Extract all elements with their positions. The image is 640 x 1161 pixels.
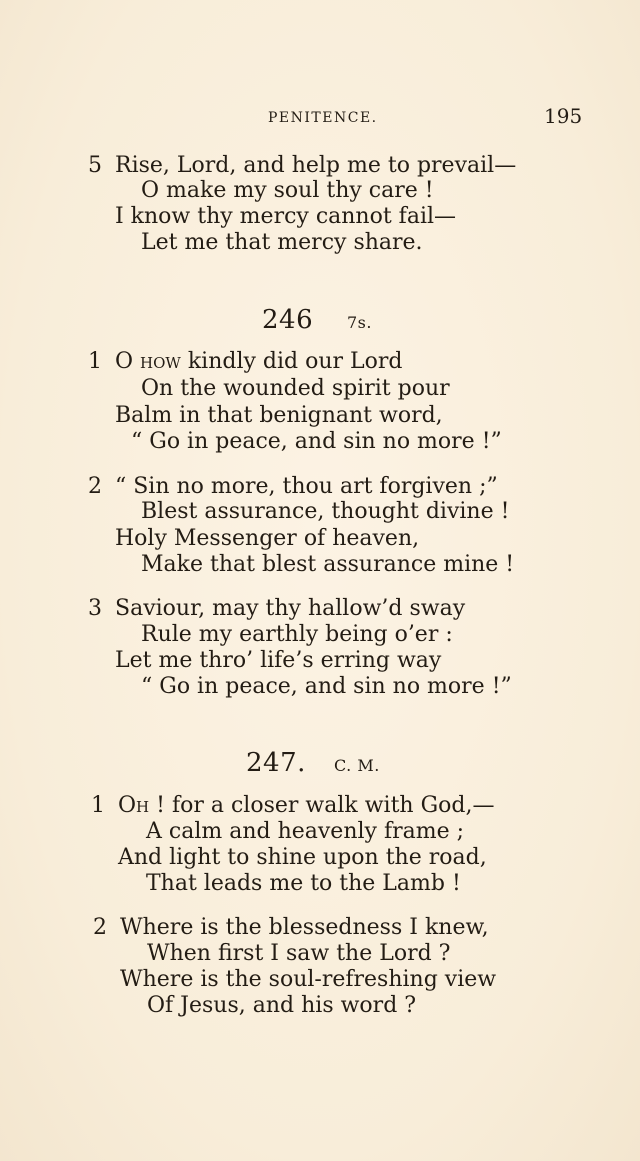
- hymn-line: When first I saw the Lord ?: [147, 941, 451, 966]
- hymn-line: Rule my earthly being o’er :: [141, 622, 453, 647]
- hymn-line: On the wounded spirit pour: [141, 376, 450, 401]
- hymn-line: Let me that mercy share.: [141, 230, 423, 255]
- hymn-line: I know thy mercy cannot fail—: [115, 204, 457, 229]
- hymn-line: Rise, Lord, and help me to prevail—: [115, 153, 517, 178]
- verse-number: 1: [91, 793, 105, 818]
- hymn-line-smallcaps: Oh: [118, 793, 150, 818]
- hymn-line-smallcaps: how: [140, 349, 181, 374]
- hymn-line: Holy Messenger of heaven,: [115, 526, 420, 551]
- hymn-number: 246: [262, 305, 314, 335]
- hymn-line: Where is the soul-refreshing view: [120, 967, 497, 992]
- hymn-line: And light to shine upon the road,: [118, 845, 487, 870]
- hymn-line: Make that blest assurance mine !: [141, 552, 515, 577]
- verse-number: 5: [88, 153, 102, 178]
- hymn-line: Where is the blessedness I knew,: [120, 915, 489, 940]
- hymn-line: O make my soul thy care !: [141, 178, 434, 203]
- hymn-line: “ Go in peace, and sin no more !”: [131, 429, 502, 454]
- hymn-line-rest: kindly did our Lord: [187, 349, 403, 374]
- verse-number: 2: [88, 474, 102, 499]
- hymn-line-prefix: O: [115, 349, 134, 374]
- hymn-line: That leads me to the Lamb !: [146, 871, 461, 896]
- verse-number: 3: [88, 596, 102, 621]
- verse-number: 1: [88, 349, 102, 374]
- hymn-line: Of Jesus, and his word ?: [147, 993, 417, 1018]
- hymn-line: A calm and heavenly frame ;: [146, 819, 465, 844]
- hymn-line-first: [115, 349, 403, 375]
- hymn-number: 247.: [246, 748, 306, 778]
- hymn-line: Saviour, may thy hallow’d sway: [115, 596, 466, 621]
- hymn-line: Balm in that benignant word,: [115, 403, 443, 428]
- hymn-line-first: [118, 793, 494, 819]
- running-head: PENITENCE.: [268, 110, 378, 126]
- verse-number: 2: [93, 915, 107, 940]
- hymn-line: Blest assurance, thought divine !: [141, 499, 510, 524]
- hymn-line-rest: ! for a closer walk with God,—: [156, 793, 495, 818]
- hymn-meter: 7s.: [347, 313, 372, 332]
- hymn-line: “ Go in peace, and sin no more !”: [141, 674, 512, 699]
- page-number: 195: [544, 104, 583, 128]
- hymn-line: “ Sin no more, thou art forgiven ;”: [115, 474, 498, 499]
- hymn-line: Let me thro’ life’s erring way: [115, 648, 442, 673]
- hymn-meter: C. M.: [334, 756, 380, 775]
